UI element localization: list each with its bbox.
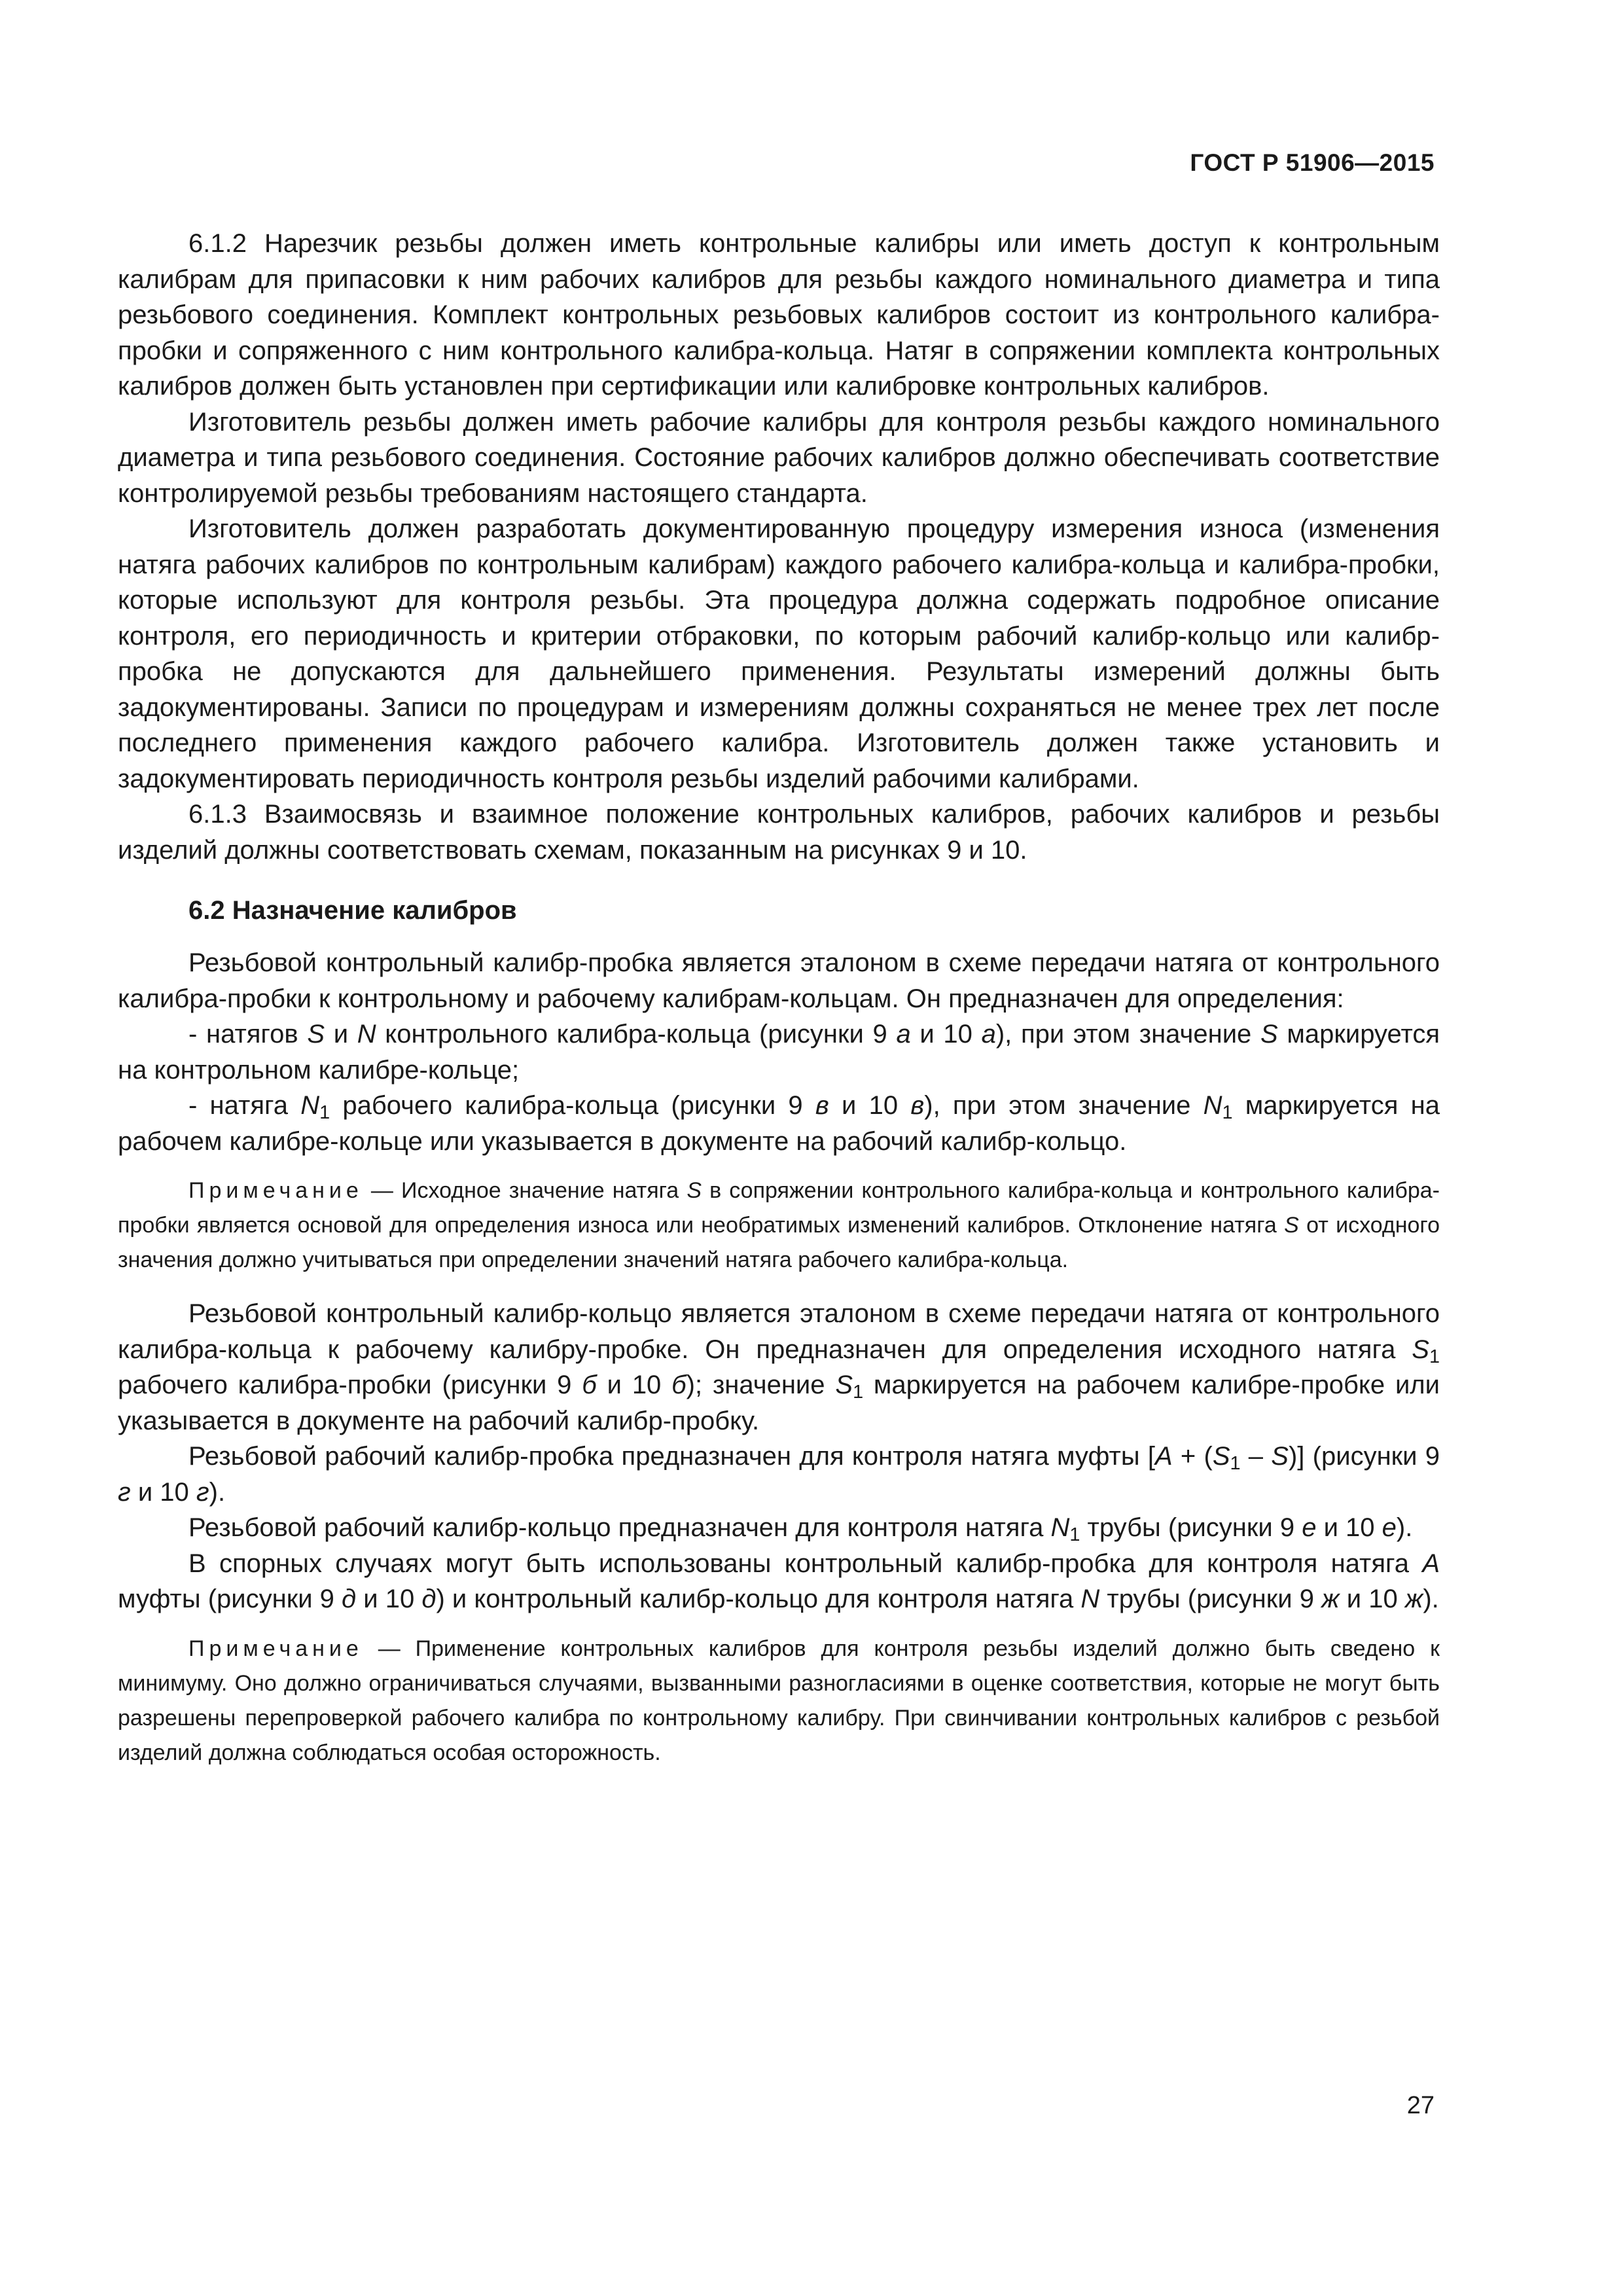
paragraph-working-gauges: Изготовитель резьбы должен иметь рабочие калибры для контроля резьбы каждого номинального диаметра и типа резьбового соединения. Состояние рабочих калибров должно обеспечивать соответствие контролируемой резьбы требованиям настоящего стандарта.: [118, 407, 1440, 508]
section-heading-6-2: 6.2 Назначение калибров: [188, 896, 517, 925]
note-initial-standoff: Примечание — Исходное значение натяга S в сопряжении контрольного калибра-кольца и контрольного калибра-пробки является основой для определения износа или необратимых изменений калибров. Отклонение натяга S от исходного значения должно учитываться при определении значений натяга рабочего калибра-кольца.: [118, 1178, 1440, 1272]
note-label: Примечание: [188, 1636, 363, 1661]
paragraph-disputed-cases: В спорных случаях могут быть использованы контрольный калибр-пробка для контроля натяга A муфты (рисунки 9 д и 10 д) и контрольный калибр-кольцо для контроля натяга N трубы (рисунки 9 ж и 10 ж).: [118, 1549, 1440, 1613]
bullet-standoff-n1: - натяга $N_1$ рабочего калибра-кольца (рисунки 9 в и 10 в), при этом значение $N_1$ маркируется на рабочем калибре-кольце или указывается в документе на рабочий калибр-кольцо.: [118, 1091, 1440, 1156]
paragraph-master-plug: Резьбовой контрольный калибр-пробка является эталоном в схеме передачи натяга от контрольного калибра-пробки к контрольному и рабочему калибрам-кольцам. Он предназначен для определения:: [118, 948, 1440, 1013]
paragraph-master-ring: Резьбовой контрольный калибр-кольцо является эталоном в схеме передачи натяга от контрольного калибра-кольца к рабочему калибру-пробке. Он предназначен для определения исходного натяга $S_1$ рабочего калибра-пробки (рисунки 9 б и 10 б); значение $S_1$ маркируется на рабочем калибре-пробке или указывается в документе на рабочий калибр-пробку.: [118, 1299, 1440, 1435]
paragraph-6-1-3: 6.1.3 Взаимосвязь и взаимное положение контрольных калибров, рабочих калибров и резьбы изделий должны соответствовать схемам, показанным на рисунках 9 и 10.: [118, 800, 1440, 865]
paragraph-working-ring: Резьбовой рабочий калибр-кольцо предназначен для контроля натяга $N_1$ трубы (рисунки 9 е и 10 е).: [188, 1513, 1413, 1546]
page-content: [118, 226, 1440, 1789]
note-label: Примечание: [188, 1178, 363, 1203]
note-master-gauge-use: Примечание — Применение контрольных калибров для контроля резьбы изделий должно быть сведено к минимуму. Оно должно ограничиваться случаями, вызванными разногласиями в оценке соответствия, которые не могут быть разрешены перепроверкой рабочего калибра по контрольному калибру. При свинчивании контрольных калибров с резьбой изделий должна соблюдаться особая осторожность.: [118, 1636, 1440, 1765]
bullet-standoff-s-n: - натягов S и N контрольного калибра-кольца (рисунки 9 а и 10 а), при этом значение S маркируется на контрольном калибре-кольце;: [118, 1020, 1440, 1085]
standard-header: ГОСТ Р 51906—2015: [1190, 149, 1435, 176]
paragraph-working-plug: Резьбовой рабочий калибр-пробка предназначен для контроля натяга муфты $[A + (S_1 - S)]$ (рисунки 9 г и 10 г).: [118, 1442, 1440, 1507]
paragraph-6-1-2: 6.1.2 Нарезчик резьбы должен иметь контрольные калибры или иметь доступ к контрольным калибрам для припасовки к ним рабочих калибров для резьбы каждого номинального диаметра и типа резьбового соединения. Комплект контрольных резьбовых калибров состоит из контрольного калибра-пробки и сопряженного с ним контрольного калибра-кольца. Натяг в сопряжении комплекта контрольных калибров должен быть установлен при сертификации или калибровке контрольных калибров.: [118, 229, 1440, 401]
page-number: 27: [1406, 2092, 1435, 2119]
paragraph-wear-procedure: Изготовитель должен разработать документированную процедуру измерения износа (изменения натяга рабочих калибров по контрольным калибрам) каждого рабочего калибра-кольца и калибра-пробки, которые используют для контроля резьбы. Эта процедура должна содержать подробное описание контроля, его периодичность и критерии отбраковки, по которым рабочий калибр-кольцо или калибр-пробка не допускаются для дальнейшего применения. Результаты измерений должны быть задокументированы. Записи по процедурам и измерениям должны сохраняться не менее трех лет после последнего применения каждого рабочего калибра. Изготовитель должен также установить и задокументировать периодичность контроля резьбы изделий рабочими калибрами.: [118, 514, 1440, 793]
